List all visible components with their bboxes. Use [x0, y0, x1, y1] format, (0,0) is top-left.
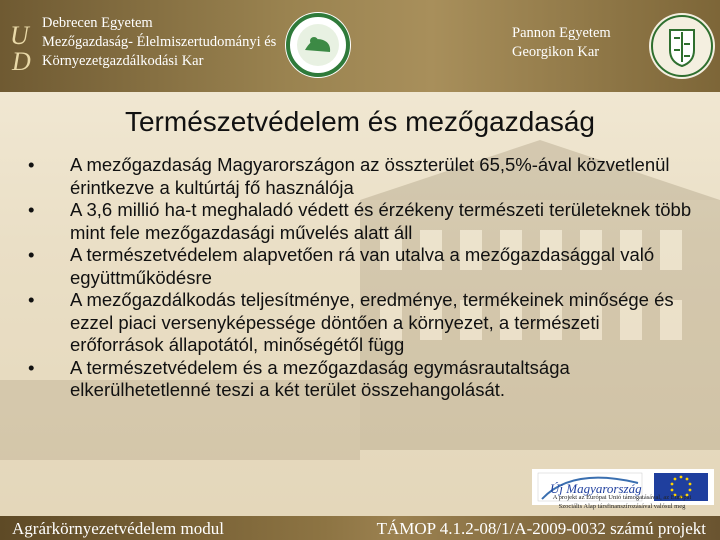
footer-band: [0, 516, 720, 540]
faculty-line-2: Mezőgazdaság- Élelmiszertudományi és: [42, 34, 277, 50]
bullet-dot: •: [28, 199, 35, 220]
bullet-text: A természetvédelem és a mezőgazdaság egymásrautaltsága elkerülhetetlenné teszi a két terület összehangolását.: [70, 356, 570, 400]
module-name: Agrárkörnyezetvédelem modul: [12, 519, 224, 538]
svg-text:D: D: [12, 47, 31, 72]
bullet-dot: •: [28, 356, 35, 378]
bullet-list: [28, 154, 698, 402]
eu-caption-line-2: Szociális Alap társfinanszírozásával valósul meg: [558, 502, 686, 510]
university-line-2: Georgikon Kar: [512, 44, 600, 60]
project-id: TÁMOP 4.1.2-08/1/A-2009-0032 számú projekt: [376, 519, 706, 538]
eu-funding-caption: [526, 494, 718, 511]
bullet-item: [28, 357, 698, 402]
bullet-dot: •: [28, 244, 35, 265]
faculty-line-1: Debrecen Egyetem: [42, 15, 153, 31]
university-debrecen-logo: [6, 14, 36, 72]
bullet-text: A mezőgazdálkodás teljesítménye, eredménye, termékeinek minősége és ezzel piaci versenyképessége döntően a környezet, a természeti erőforrások állapotától, minőségétől függ: [70, 289, 674, 355]
bullet-item: [28, 154, 698, 199]
university-line-1: Pannon Egyetem: [512, 25, 611, 41]
slide-title: Természetvédelem és mezőgazdaság: [124, 106, 595, 137]
bullet-dot: •: [28, 154, 35, 175]
svg-text:U: U: [10, 21, 29, 50]
bullet-text: A mezőgazdaság Magyarországon az összterület 65,5%-ával közvetlenül érintkezve a kultúrtáj fő használója: [70, 154, 670, 198]
bullet-item: [28, 199, 698, 244]
uj-magyarorszag-logo-text: Új Magyarország: [550, 481, 642, 496]
bullet-dot: •: [28, 289, 35, 310]
faculty-name-right: [512, 24, 632, 62]
bullet-item: [28, 289, 698, 357]
faculty-name-left: [42, 14, 282, 71]
faculty-line-3: Környezetgazdálkodási Kar: [42, 53, 204, 69]
bullet-text: A 3,6 millió ha-t meghaladó védett és érzékeny természeti területeknek több mint fele mezőgazdasági művelés alatt áll: [70, 199, 692, 243]
bullet-text: A természetvédelem alapvetően rá van utalva a mezőgazdasággal való együttműködésre: [70, 244, 655, 288]
eu-caption-line-1: A projekt az Európai Unió támogatásával, az Európai: [552, 494, 692, 501]
bullet-item: [28, 244, 698, 289]
header-band: [0, 0, 720, 92]
faculty-seal-logo: [283, 10, 353, 80]
georgikon-crest-logo: [648, 10, 716, 82]
